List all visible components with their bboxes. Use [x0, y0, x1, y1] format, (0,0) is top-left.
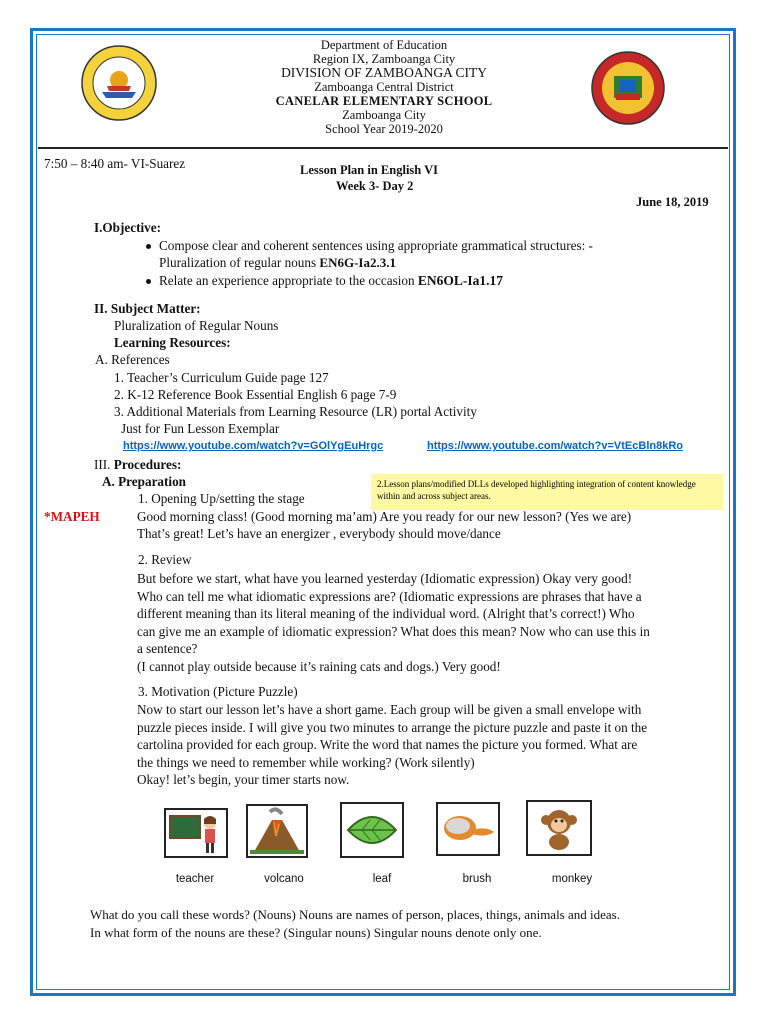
objective-2-code: EN6OL-Ia1.17	[417, 273, 504, 288]
lesson-title: Lesson Plan in English VI	[300, 163, 439, 177]
lesson-week: Week 3- Day 2	[336, 179, 414, 193]
reference-3: 3. Additional Materials from Learning Resource (LR) portal Activity	[114, 404, 477, 419]
teacher-picture	[164, 808, 228, 858]
procedures-prefix: III.	[94, 457, 114, 472]
reference-1: 1. Teacher’s Curriculum Guide page 127	[114, 370, 329, 385]
objective-1-text: Pluralization of regular nouns	[159, 255, 320, 270]
volcano-icon	[248, 806, 306, 856]
motivation-line: puzzle pieces inside. I will give you two minutes to arrange the picture puzzle and paste it on the	[137, 719, 648, 735]
review-line: (I cannot play outside because it’s raining cats and dogs.) Very good!	[137, 658, 501, 674]
mapeh-tag: *MAPEH	[44, 509, 100, 524]
objective-1-line-2	[159, 255, 396, 271]
motivation-paragraph	[137, 701, 727, 789]
objective-heading: I.Objective:	[94, 220, 162, 235]
motivation-line: cartolina provided for each group. Write the word that names the picture you formed. What are	[137, 737, 638, 752]
objective-2-text: Relate an experience appropriate to the occasion	[159, 273, 418, 288]
picture-caption-teacher: teacher	[175, 873, 215, 885]
subject-topic: Pluralization of Regular Nouns	[114, 318, 279, 333]
step-1-heading: 1. Opening Up/setting the stage	[138, 491, 305, 506]
header-line-2: Region IX, Zamboanga City	[312, 52, 456, 66]
picture-caption-brush: brush	[462, 873, 492, 885]
school-city: Zamboanga City	[342, 108, 426, 122]
review-line: But before we start, what have you learned yesterday (Idiomatic expression) Okay very good!	[137, 571, 633, 586]
teacher-icon	[166, 810, 226, 856]
leaf-icon	[342, 804, 402, 856]
bullet-icon	[146, 279, 151, 284]
highlight-note: 2.Lesson plans/modified DLLs developed highlighting integration of content knowledge within and across subject areas.	[371, 474, 723, 510]
objective-1-code: EN6G-Ia2.3.1	[319, 255, 396, 270]
review-line: Who can tell me what idiomatic expressions are? (Idiomatic expressions are phrases that have a	[137, 588, 642, 604]
review-line: can give me an example of idiomatic expression? What does this mean? Now who can use this in	[137, 623, 650, 639]
step-1-line-2: That’s great! Let’s have an energizer , everybody should move/dance	[137, 526, 501, 541]
step-2-heading: 2. Review	[138, 552, 192, 567]
header-line-4: Zamboanga Central District	[314, 80, 454, 94]
volcano-picture	[246, 804, 308, 858]
reference-2: 2. K-12 Reference Book Essential English 6 page 7-9	[114, 387, 397, 402]
procedures-heading	[94, 457, 181, 473]
motivation-line: Now to start our lesson let’s have a short game. Each group will be given a small envelope with	[137, 702, 642, 717]
review-line: a sentence?	[137, 641, 198, 656]
review-line: different meaning than its literal meaning of the individual word. (Alright that’s correct!) Who	[137, 606, 635, 621]
step-1-line-1: Good morning class! (Good morning ma’am) Are you ready for our new lesson? (Yes we are)	[137, 509, 632, 524]
monkey-picture	[526, 800, 592, 856]
header-line-3: DIVISION OF ZAMBOANGA CITY	[281, 65, 487, 80]
motivation-line: Okay! let’s begin, your timer starts now.	[137, 772, 350, 787]
resources-heading: Learning Resources:	[114, 335, 231, 350]
youtube-link-1[interactable]: https://www.youtube.com/watch?v=GOlYgEuHrgc	[123, 440, 384, 452]
motivation-line: the things we need to remember while working? (Work silently)	[137, 754, 475, 770]
objective-1-line-1: Compose clear and coherent sentences using appropriate grammatical structures: -	[159, 238, 593, 253]
subject-heading: II. Subject Matter:	[94, 301, 201, 316]
preparation-heading: A. Preparation	[102, 474, 186, 489]
leaf-picture	[340, 802, 404, 858]
step-3-heading: 3. Motivation (Picture Puzzle)	[138, 684, 298, 699]
school-name: CANELAR ELEMENTARY SCHOOL	[275, 94, 493, 108]
monkey-icon	[528, 802, 590, 854]
procedures-label: Procedures:	[113, 457, 182, 472]
school-year: School Year 2019-2020	[325, 122, 443, 136]
picture-caption-leaf: leaf	[372, 873, 392, 885]
time-section: 7:50 – 8:40 am- VI-Suarez	[44, 156, 186, 171]
header-line-1: Department of Education	[320, 38, 448, 52]
review-paragraph	[137, 570, 727, 675]
picture-caption-monkey: monkey	[551, 873, 593, 885]
brush-picture	[436, 802, 500, 856]
closing-line-1: What do you call these words? (Nouns) Nouns are names of person, places, things, animals and ideas.	[90, 907, 620, 922]
closing-line-2: In what form of the nouns are these? (Singular nouns) Singular nouns denote only one.	[90, 925, 542, 940]
brush-icon	[438, 804, 498, 854]
reference-3b: Just for Fun Lesson Exemplar	[121, 421, 280, 436]
header-divider	[38, 147, 728, 149]
picture-caption-volcano: volcano	[264, 873, 304, 885]
objective-2	[159, 273, 503, 289]
bullet-icon	[146, 244, 151, 249]
lesson-date: June 18, 2019	[636, 195, 709, 209]
youtube-link-2[interactable]: https://www.youtube.com/watch?v=VtEcBln8kRo	[427, 440, 683, 452]
references-heading: A. References	[95, 352, 170, 367]
